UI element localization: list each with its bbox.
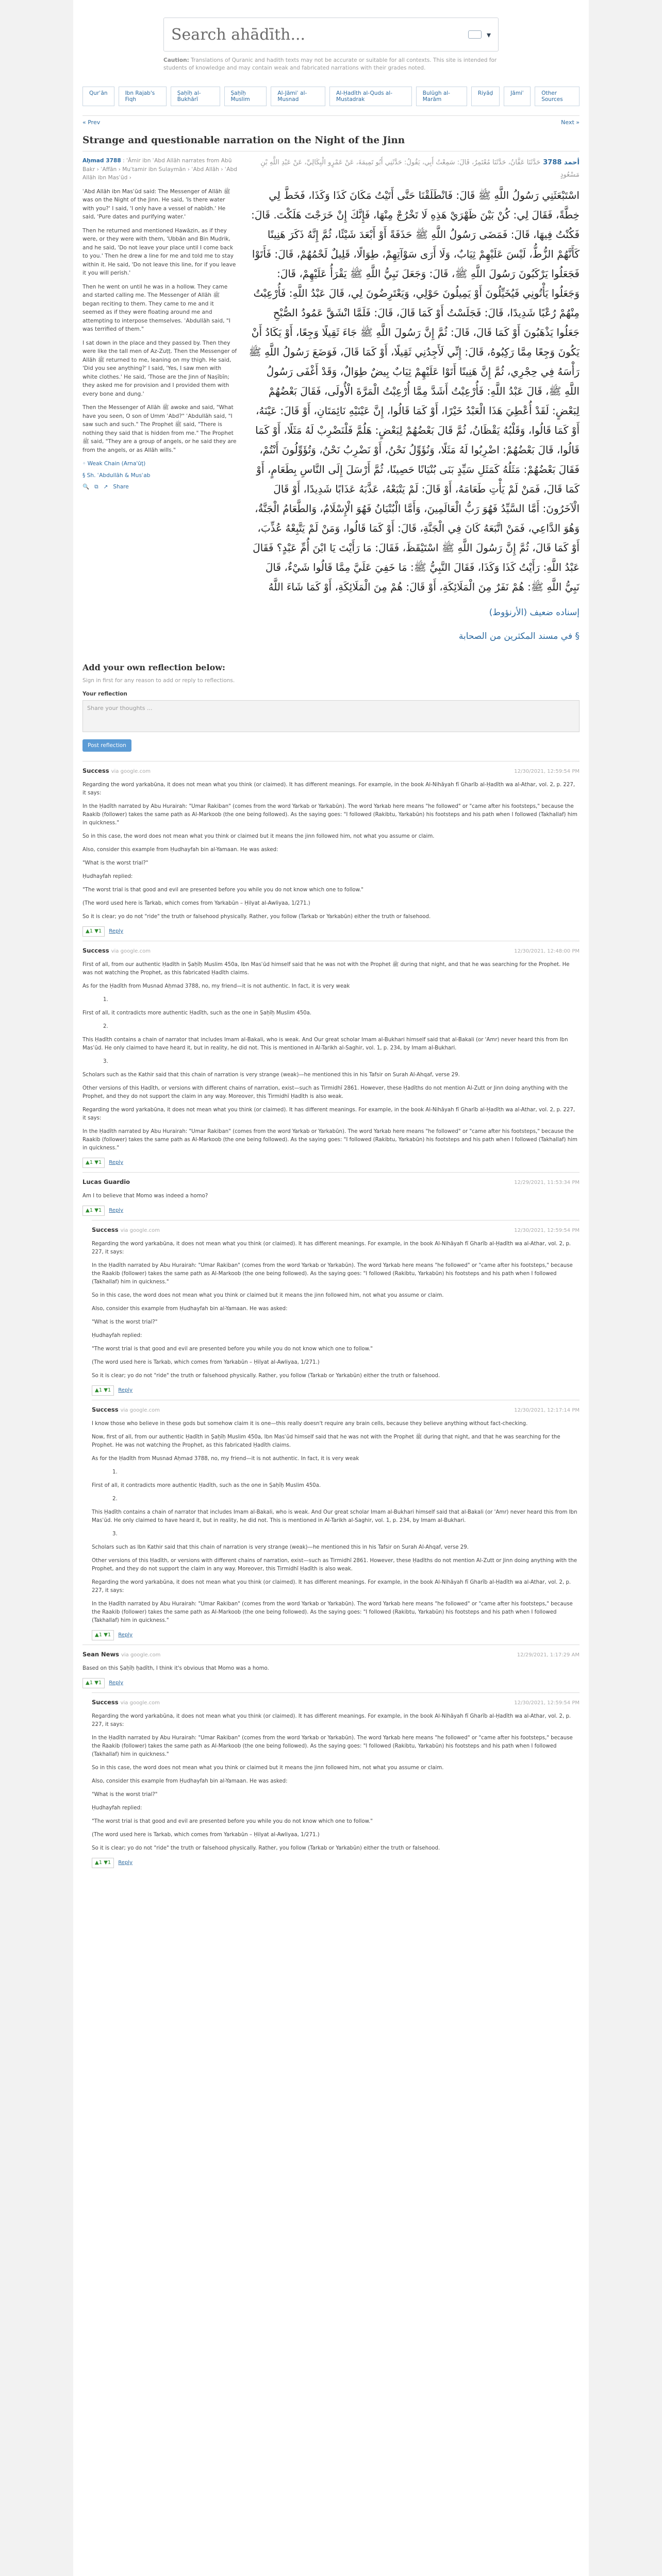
arabic-grade[interactable]: إسناده ضعيف (الأرنؤوط) [489,607,580,618]
comment-timestamp: 12/30/2021, 12:59:54 PM [514,1700,580,1706]
hadith-reference[interactable]: Aḥmad 3788 [82,158,121,164]
reply-link[interactable]: Reply [109,928,123,934]
vote-buttons[interactable]: ▲1 ▼1 [82,1206,105,1216]
comment-paragraph: As for the Ḥadīth from Musnad Aḥmad 3788, no, my friend—it is not authentic. In fact, it is very weak [92,1456,359,1462]
comment [92,1400,580,1640]
comment-paragraph: Based on this Ṣaḥīḥ ḥadīth, I think it's obvious that Momo was a homo. [82,1666,269,1671]
comment-paragraph: Regarding the word yarkabūna, it does not mean what you think (or claimed). It has different meanings. For example, in the book Al-Nihāyah fī Gharīb al-Ḥadīth wa al-Athar, vol. 2, p. 227, it says: [82,782,575,796]
comment-timestamp: 12/30/2021, 12:17:14 PM [514,1408,580,1413]
arabic-reference[interactable]: أحمد 3788 [543,159,580,166]
vote-buttons[interactable]: ▲1 ▼1 [82,1678,105,1688]
comment-body [82,961,580,1153]
comment-header [92,1226,580,1235]
comment-footer [82,926,580,937]
comment-body [92,1713,580,1853]
comment-paragraph: This Ḥadīth contains a chain of narrator that includes Imam al-Bakali, who is weak. And Our great scholar Imam al-Bukhari himself said that al-Bakali (or 'Amr) never heard this from Ibn Masʿūd. He only claimed to have heard it, but in reality, he did not. This is mentioned in Al-Tarikh al-Saghir, vol. 1, p. 234, by Imam al-Bukhari. [92,1510,577,1523]
reply-link[interactable]: Reply [118,1387,133,1393]
comment [82,1172,580,1216]
reply-link[interactable]: Reply [109,1160,123,1165]
comment-header [92,1405,580,1415]
isnad-arabic: حَدَّثَنَا عَفَّانُ، حَدَّثَنَا مُعْتَمِرٌ، قَالَ: سَمِعْتُ أَبِي، يَقُولُ: حَدَّثَنِي أَبُو تَمِيمَةَ، عَنْ عَمْرٍو الْبِكَالِيِّ، عَنْ عَبْدِ اللَّهِ بْنِ مَسْعُودٍ [260,159,580,179]
hadith-paragraph: Then he returned and mentioned Hawāzin, as if they were, or they were with them, 'Ubbān and Bin Mudrik, and he said, 'Do not leave your place until I come back to you.' Then he drew a line for me and told me to stay within it. He said, 'Do not leave this line, for if you leave it you will perish.' [82,227,236,276]
comment-body [92,1240,580,1380]
comment-author: Sean News [82,1651,119,1658]
comment-paragraph: Regarding the word yarkabūna, it does not mean what you think (or claimed). It has different meanings. For example, in the book Al-Nihāyah fī Gharīb al-Ḥadīth wa al-Athar, vol. 2, p. 227, it says: [92,1714,571,1727]
tab-item[interactable]: Jāmiʿ [504,87,531,106]
comment-footer [82,1158,580,1168]
comment-paragraph: "What is the worst trial?" [92,1319,158,1325]
vote-buttons[interactable]: ▲1 ▼1 [92,1385,114,1396]
reflection-label: Your reflection [82,691,127,697]
comment-paragraph: In the Ḥadīth narrated by Abu Hurairah: "Umar Rakiban" (comes from the word Yarkab or Yarkabūn). The word Yarkab here means "he followed" or "came after his footsteps," because the Raakib (follower) takes the same path as Al-Markoob (the one being followed). As the saying goes: "I followed (Rakibtu, Yarkabūn) his footsteps and his path when I followed (Takhallaf) him in quickness." [82,1129,577,1151]
comment-paragraph: "The worst trial is that good and evil are presented before you while you do not know which one to follow." [92,1346,373,1352]
comment-body [82,1665,580,1673]
comment [82,941,580,1168]
grade-ref[interactable]: § Sh. ʿAbdullāh & Musʿab [82,472,151,479]
hadith-paragraph: I sat down in the place and they passed by. Then they were like the tall men of Az-Zuṭṭ. Then the Messenger of Allāh ﷺ returned to me, leaning on my thigh. He said, 'Did you see anything?' I said, 'Yes, I saw men with white clothes.' He said, 'Those are the Jinn of Naṣībīn; they asked me for provision and I provided them with every bone and dung.' [82,340,237,397]
comment-paragraph: Also, consider this example from Ḥudhayfah bin al-Yamaan. He was asked: [82,847,278,853]
comment-paragraph: 3. [112,1531,118,1537]
signin-note[interactable]: Sign in first for any reason to add or reply to reflections. [82,677,235,684]
comment-paragraph: Now, first of all, from our authentic Ḥadīth in Ṣaḥīḥ Muslim 450a, Ibn Masʿūd himself said that he was not with the Prophet ﷺ during that night, and that he was searching for the Prophet. He was not watching the Prophet, as this fabricated Ḥadīth claims. [92,1434,560,1448]
disclaimer-label: Caution: [163,57,189,63]
reply-link[interactable]: Reply [118,1860,133,1866]
comment-domain: via google.com [121,1652,161,1658]
comment-paragraph: So in this case, the word does not mean what you think or claimed but it means the jinn followed him, not what you assume or claim. [82,834,435,839]
comment-paragraph: (The word used here is Tarkab, which comes from Yarkabūn – Ḥilyat al-Awliyaa, 1/271.) [92,1360,320,1365]
comment-footer [82,1678,580,1688]
comment-paragraph: In the Ḥadīth narrated by Abu Hurairah: "Umar Rakiban" (comes from the word Yarkab or Yarkabūn). The word Yarkab here means "he followed" or "came after his footsteps," because the Raakib (follower) takes the same path as Al-Markoob (the one being followed). As the saying goes: "I followed (Rakibtu, Yarkabūn) his footsteps and his path when I followed (Takhallaf) him in quickness." [92,1601,573,1623]
tab-item[interactable]: Bulūgh al-Marām [416,87,467,106]
tab-item[interactable]: Ṣaḥīḥ al-Bukhārī [171,87,220,106]
comment-paragraph: Ḥudhayfah replied: [92,1333,142,1338]
hadith-text-english [82,188,237,455]
post-reflection-button[interactable]: Post reflection [82,739,131,752]
comment-paragraph: "What is the worst trial?" [82,860,148,866]
matn-arabic: اسْتَبْعَثَنِي رَسُولُ اللَّهِ ﷺ قَالَ: فَانْطَلَقْنَا حَتَّى أَتَيْتُ مَكَانَ كَذَا وَكَذَا، فَخَطَّ لِي خِطَّةً، فَقَالَ لِي: كُنْ بَيْنَ ظَهْرَيْ هَذِهِ لَا تَخْرُجْ مِنْهَا، فَإِنَّكَ إِنْ خَرَجْتَ هَلَكْتَ. قَالَ: فَكُنْتُ فِيهَا، قَالَ: فَمَضَى رَسُولُ اللَّهِ ﷺ حَذَفَةً أَوْ أَبْعَدَ شَيْئًا، ثُمَّ إِنَّهُ ذَكَرَ هَنِينًا كَأَنَّهُمْ الزُّطُّ، لَيْسَ عَلَيْهِمْ ثِيَابٌ، وَلَا أَرَى سَوْآتِهِمْ، طِوَالًا، قَلِيلٌ لَحْمُهُمْ، قَالَ: فَأَتَوْا فَجَعَلُوا يَرْكَبُونَ رَسُولَ اللَّهِ ﷺ، قَالَ: وَجَعَلَ نَبِيُّ اللَّهِ ﷺ يَقْرَأُ عَلَيْهِمْ، قَالَ: وَجَعَلُوا يَأْتُونِي فَيُخَيِّلُونَ أَوْ يَمِيلُونَ حَوْلِي، وَيَعْتَرِضُونَ لِي، قَالَ عَبْدُ اللَّهِ: فَأُرْعِبْتُ مِنْهُمْ رُعْبًا شَدِيدًا، قَالَ: فَجَلَسْتُ أَوْ كَمَا قَالَ، قَالَ: فَلَمَّا انْشَقَّ عَمُودُ الصُّبْحِ جَعَلُوا يَذْهَبُونَ أَوْ كَمَا قَالَ، قَالَ: ثُمَّ إِنَّ رَسُولَ اللَّهِ ﷺ جَاءَ ثَقِيلًا وَجِعًا، أَوْ يَكَادُ أَنْ يَكُونَ وَجِعًا مِمَّا رَكِبُوهُ، قَالَ: إِنِّي لَأَجِدُنِي ثَقِيلًا، أَوْ كَمَا قَالَ، فَوَضَعَ رَسُولُ اللَّهِ ﷺ رَأْسَهُ فِي حِجْرِي، ثُمَّ إِنَّ هَنِينًا أَتَوْا عَلَيْهِمْ ثِيَابٌ بِيضٌ طِوَالٌ، وَقَدْ أَغْفَى رَسُولُ اللَّهِ ﷺ، قَالَ عَبْدُ اللَّهِ: فَأُرْعِبْتُ أَشَدَّ مِمَّا أُرْعِبْتُ الْمَرَّةَ الْأُولَى، فَقَالَ بَعْضُهُمْ لِبَعْضٍ: لَقَدْ أُعْطِيَ هَذَا الْعَبْدُ خَيْرًا، أَوْ كَمَا قَالُوا، إِنَّ عَيْنَيْهِ نَائِمَتَانِ، أَوْ قَالَ: عَيْنَهُ، أَوْ كَمَا قَالُوا، وَقَلْبُهُ يَقْظَانُ، ثُمَّ قَالَ بَعْضُهُمْ لِبَعْضٍ: هَلُمَّ فَلْنَضْرِبْ لَهُ مَثَلًا، أَوْ كَمَا قَالُوا، قَالَ بَعْضُهُمْ: اضْرِبُوا لَهُ مَثَلًا، وَنُؤَوِّلُ نَحْنُ، أَوْ نَضْرِبُ نَحْنُ، وَتُؤَوِّلُونَ أَنْتُمْ، فَقَالَ بَعْضُهُمْ: مَثَلُهُ كَمَثَلِ سَيِّدٍ بَنَى بُنْيَانًا حَصِينًا، ثُمَّ أَرْسَلَ إِلَى النَّاسِ بِطَعَامٍ، أَوْ كَمَا قَالَ، فَمَنْ لَمْ يَأْتِ طَعَامَهُ، أَوْ قَالَ: لَمْ يَتْبَعْهُ، عَذَّبَهُ عَذَابًا شَدِيدًا، أَوْ قَالَ الْآخَرُونَ: أَمَّا السَّيِّدُ فَهُوَ رَبُّ الْعَالَمِينَ، وَأَمَّا الْبُنْيَانُ فَهُوَ الْإِسْلَامُ، وَالطَّعَامُ الْجَنَّةُ، وَهُوَ الدَّاعِي، فَمَنْ اتَّبَعَهُ كَانَ فِي الْجَنَّةِ، قَالَ: أَوْ كَمَا قَالُوا، وَمَنْ لَمْ يَتَّبِعْهُ عُذِّبَ، أَوْ كَمَا قَالَ، ثُمَّ إِنَّ رَسُولَ اللَّهِ ﷺ اسْتَيْقَظَ، فَقَالَ: مَا رَأَيْتَ يَا ابْنَ أُمِّ عَبْدٍ؟ فَقَالَ عَبْدُ اللَّهِ: رَأَيْتُ كَذَا وَكَذَا، فَقَالَ النَّبِيُّ ﷺ: مَا خَفِيَ عَلَيَّ مِمَّا قَالُوا شَيْءٌ، قَالَ نَبِيُّ اللَّهِ ﷺ: هُمْ نَفَرٌ مِنَ الْمَلَائِكَةِ، أَوْ قَالَ: هُمْ مِنَ الْمَلَائِكَةِ، أَوْ كَمَا شَاءَ اللَّهُ [249,189,580,593]
comment-paragraph: Scholars such as Ibn Kathir said that this chain of narration is very strange (weak)—he mentioned this in his Tafsir on Surah Al-Ahqaf, verse 29. [92,1545,469,1550]
comment-paragraph: 2. [112,1496,118,1502]
collection-tabs [82,87,580,106]
next-link[interactable]: Next » [561,119,580,126]
disclaimer [163,57,499,72]
comment-footer [92,1385,580,1396]
comment-meta [82,1650,160,1659]
reply-link[interactable]: Reply [109,1680,123,1686]
comment-timestamp: 12/30/2021, 12:59:54 PM [514,1228,580,1233]
comment-meta [92,1405,160,1415]
isnad-english: : 'Āmir ibn ʿAbd Allāh narrates from Abū Bakr › ʿAffān › Muʿtamir ibn Sulaymān › ʿAbd Allāh › ʿAbd Allāh ibn Masʿūd › [82,158,237,181]
prev-link[interactable]: « Prev [82,119,101,126]
comment-meta [92,1698,160,1707]
page-title: Strange and questionable narration on the Night of the Jinn [82,135,405,146]
comment-paragraph: In the Ḥadīth narrated by Abu Hurairah: "Umar Rakiban" (comes from the word Yarkab or Yarkabūn). The word Yarkab here means "he followed" or "came after his footsteps," because the Raakib (follower) takes the same path as Al-Markoob (the one being followed). As the saying goes: "I followed (Rakibtu, Yarkabūn) his footsteps and his path when I followed (Takhallaf) him in quickness." [92,1263,573,1285]
comment-paragraph: As for the Ḥadīth from Musnad Aḥmad 3788, no, my friend—it is not authentic. In fact, it is very weak [82,984,350,989]
comment-meta [82,946,151,956]
reply-link[interactable]: Reply [118,1632,133,1638]
comment-meta [92,1226,160,1235]
comment-paragraph: 3. [103,1059,108,1064]
divider [82,115,580,116]
comment-paragraph: I know those who believe in these gods but somehow claim it is one—this really doesn't require any brain cells, because they believe anything without fact-checking. [92,1421,528,1427]
comment-domain: via google.com [120,1408,160,1413]
comment-paragraph: 1. [103,997,108,1003]
comment-author: Success [82,767,109,774]
comment-paragraph: Am I to believe that Momo was indeed a homo? [82,1193,208,1199]
comments-list [82,761,580,1868]
comment-paragraph: Ḥudhayfah replied: [92,1805,142,1811]
comment-timestamp: 12/29/2021, 11:53:34 PM [514,1180,580,1185]
comment-header [92,1698,580,1707]
copy-icon[interactable]: ⧉ [94,484,98,490]
comment-paragraph: Scholars such as the Kathir said that this chain of narration is very strange (weak)—he mentioned this in his Tafsir on Surah Al-Ahqaf, verse 29. [82,1072,460,1078]
vote-buttons[interactable]: ▲1 ▼1 [92,1630,114,1640]
comment-author: Success [82,947,109,954]
comment-domain: via google.com [120,1228,160,1233]
comment-paragraph: Regarding the word yarkabūna, it does not mean what you think (or claimed). It has different meanings. For example, in the book Al-Nihāyah fī Gharīb al-Ḥadīth wa al-Athar, vol. 2, p. 227, it says: [82,1107,575,1121]
comment-author: Lucas Guardio [82,1178,130,1185]
comment-footer [82,1206,580,1216]
comment-paragraph: In the Ḥadīth narrated by Abu Hurairah: "Umar Rakiban" (comes from the word Yarkab or Yarkabūn). The word Yarkab here means "he followed" or "came after his footsteps," because the Raakib (follower) takes the same path as Al-Markoob (the one being followed). As the saying goes: "I followed (Rakibtu, Yarkabūn) his footsteps and his path when I followed (Takhallaf) him in quickness." [82,804,577,826]
comment-paragraph: So in this case, the word does not mean what you think or claimed but it means the jinn followed him, not what you assume or claim. [92,1293,444,1298]
comment-body [82,781,580,921]
tab-item[interactable]: Ṣaḥīḥ Muslim [224,87,267,106]
hadith-arabic [249,157,580,644]
hadith-paragraph: Then the Messenger of Allāh ﷺ awoke and said, "What have you seen, O son of Umm ʿAbd?" ʿAbdullāh said, "I saw such and such." The Prophet ﷺ said, "There is nothing they said that is hidden from me." The Prophet ﷺ said, "They are a group of angels, or he said they are from the angels, or as Allāh wills." [82,404,237,453]
comment-body [82,1192,580,1200]
reply-link[interactable]: Reply [109,1208,123,1213]
comment-timestamp: 12/30/2021, 12:59:54 PM [514,769,580,774]
hadith-actions [82,483,237,492]
search-section [163,18,499,72]
tab-item[interactable]: Ibn Rajab's Fiqh [119,87,167,106]
tab-item[interactable]: Qurʾān [82,87,114,106]
comment-footer [92,1630,580,1640]
tab-item[interactable]: Al-Jāmiʿ al-Musnad [271,87,325,106]
comment-paragraph: 2. [103,1024,108,1029]
comment-paragraph: 1. [112,1469,118,1475]
comment-paragraph: Ḥudhayfah replied: [82,874,133,879]
comment [92,1220,580,1396]
comment-domain: via google.com [111,769,151,774]
comment [92,1692,580,1868]
comment-meta [82,767,151,776]
search-input[interactable] [171,26,468,44]
search-icon[interactable]: 🔍 [82,484,90,490]
comment-paragraph: (The word used here is Tarkab, which comes from Yarkabūn – Ḥilyat al-Awliyaa, 1/271.) [82,901,310,906]
search-box[interactable] [163,18,499,52]
comment [82,761,580,937]
comment-paragraph: This Ḥadīth contains a chain of narrator that includes Imam al-Bakali, who is weak. And Our great scholar Imam al-Bukhari himself said that al-Bakali (or 'Amr) never heard this from Ibn Masʿūd. He only claimed to have heard it, but in reality, he did not. This is mentioned in Al-Tarikh al-Saghir, vol. 1, p. 234, by Imam al-Bukhari. [82,1037,568,1051]
hadith-english [82,157,237,644]
comment-paragraph: "The worst trial is that good and evil are presented before you while you do not know which one to follow." [92,1819,373,1824]
comment-paragraph: So it is clear; yo do not "ride" the truth or falsehood physically. Rather, you follow (Tarkab or Yarkabūn) either the truth or falsehood. [92,1845,440,1851]
comment-footer [92,1858,580,1868]
comment-timestamp: 12/29/2021, 1:17:29 AM [517,1652,580,1658]
comment-header [82,1650,580,1659]
comment-paragraph: "The worst trial is that good and evil are presented before you while you do not know which one to follow." [82,887,363,893]
tab-item[interactable]: Riyāḍ [471,87,500,106]
comment [82,1645,580,1688]
comment-paragraph: Regarding the word yarkabūna, it does not mean what you think (or claimed). It has different meanings. For example, in the book Al-Nihāyah fī Gharīb al-Ḥadīth wa al-Athar, vol. 2, p. 227, it says: [92,1580,571,1594]
vote-buttons[interactable]: ▲1 ▼1 [92,1858,114,1868]
comment-body [92,1420,580,1625]
tab-item[interactable]: Al-Ḥadīth al-Quds al-Mustadrak [329,87,412,106]
comment-timestamp: 12/30/2021, 12:48:00 PM [514,948,580,954]
grade-text[interactable]: Weak Chain (Arna'ūṭ) [87,461,146,467]
comment-paragraph: First of all, it contradicts more authentic Ḥadīth, such as the one in Ṣaḥīḥ Muslim 450a. [92,1483,321,1488]
comment-paragraph: First of all, it contradicts more authentic Ḥadīth, such as the one in Ṣaḥīḥ Muslim 450a. [82,1010,312,1016]
comment-paragraph: Also, consider this example from Ḥudhayfah bin al-Yamaan. He was asked: [92,1306,288,1312]
comment-author: Success [92,1406,119,1413]
comment-paragraph: So in this case, the word does not mean what you think or claimed but it means the jinn followed him, not what you assume or claim. [92,1765,444,1771]
comment-author: Success [92,1226,119,1233]
comment-paragraph: Other versions of this Ḥadīth, or versions with different chains of narration, exist—such as Tirmidhī 2861. However, these Ḥadīths do not mention Al-Zutt or Jinn doing anything with the Prophet, and they do not support the claim in any way. Moreover, this Tirmidhī Ḥadīth is also weak. [92,1558,577,1572]
vote-buttons[interactable]: ▲1 ▼1 [82,926,105,937]
comment-domain: via google.com [111,948,151,954]
arabic-grade-source: § في مسند المكثرين من الصحابة [458,631,580,641]
reflection-input[interactable] [82,700,580,732]
comment-header [82,1178,580,1187]
hadith-paragraph: ʿAbd Allāh ibn Masʿūd said: The Messenger of Allāh ﷺ was on the Night of the Jinn. He said, 'Is there water with you?' I said, 'I only have a vessel of nabīdh.' He said, 'Pure dates and purifying water.' [82,188,230,220]
chevron-down-icon[interactable]: ▾ [486,29,491,40]
main-container [73,0,589,2576]
hadith-block [82,151,580,644]
share-label[interactable]: Share [113,484,129,490]
comment-paragraph: Regarding the word yarkabūna, it does not mean what you think (or claimed). It has different meanings. For example, in the book Al-Nihāyah fī Gharīb al-Ḥadīth wa al-Athar, vol. 2, p. 227, it says: [92,1241,571,1255]
comment-header [82,767,580,776]
keyboard-icon[interactable] [468,30,482,39]
pagination-nav [82,119,580,126]
comment-paragraph: So it is clear; yo do not "ride" the truth or falsehood physically. Rather, you follow (Tarkab or Yarkabūn) either the truth or falsehood. [82,914,431,920]
grade-badge: ◦ Weak Chain (Arna'ūṭ) [82,461,146,467]
disclaimer-text: Translations of Quranic and hadith texts may not be accurate or suitable for all contexts. This site is intended for students of knowledge and may contain weak and fabricated narrations with their grades noted. [163,57,497,71]
comment-meta [82,1178,132,1187]
comment-paragraph: Other versions of this Ḥadīth, or versions with different chains of narration, exist—such as Tirmidhī 2861. However, these Ḥadīths do not mention Al-Zutt or Jinn doing anything with the Prophet, and they do not support the claim in any way. Moreover, this Tirmidhī Ḥadīth is also weak. [82,1086,568,1099]
comment-domain: via google.com [120,1700,160,1706]
comment-paragraph: So it is clear; yo do not "ride" the truth or falsehood physically. Rather, you follow (Tarkab or Yarkabūn) either the truth or falsehood. [92,1373,440,1379]
reflection-heading: Add your own reflection below: [82,663,225,672]
comment-paragraph: First of all, from our authentic Ḥadīth in Ṣaḥīḥ Muslim 450a, Ibn Masʿūd himself said that he was not with the Prophet ﷺ during that night, and that he was searching for the Prophet. He was not watching the Prophet, as this fabricated Ḥadīth claims. [82,962,570,976]
share-icon[interactable]: ↗ [103,484,108,490]
tab-item[interactable]: Other Sources [535,87,580,106]
hadith-paragraph: Then he went on until he was in a hollow. They came and started calling me. The Messenger of Allāh ﷺ began reciting to them. They came to me and it seemed as if they were floating around me and attempting to interpose themselves. ʿAbdullāh said, "I was terrified of them." [82,283,230,332]
comment-paragraph: (The word used here is Tarkab, which comes from Yarkabūn – Ḥilyat al-Awliyaa, 1/271.) [92,1832,320,1838]
vote-buttons[interactable]: ▲1 ▼1 [82,1158,105,1168]
comment-paragraph: Also, consider this example from Ḥudhayfah bin al-Yamaan. He was asked: [92,1778,288,1784]
search-icons [468,30,491,40]
comment-author: Success [92,1699,119,1706]
comment-header [82,946,580,956]
comment-paragraph: In the Ḥadīth narrated by Abu Hurairah: "Umar Rakiban" (comes from the word Yarkab or Yarkabūn). The word Yarkab here means "he followed" or "came after his footsteps," because the Raakib (follower) takes the same path as Al-Markoob (the one being followed). As the saying goes: "I followed (Rakibtu, Yarkabūn) his footsteps and his path when I followed (Takhallaf) him in quickness." [92,1735,573,1757]
comment-paragraph: "What is the worst trial?" [92,1792,158,1798]
